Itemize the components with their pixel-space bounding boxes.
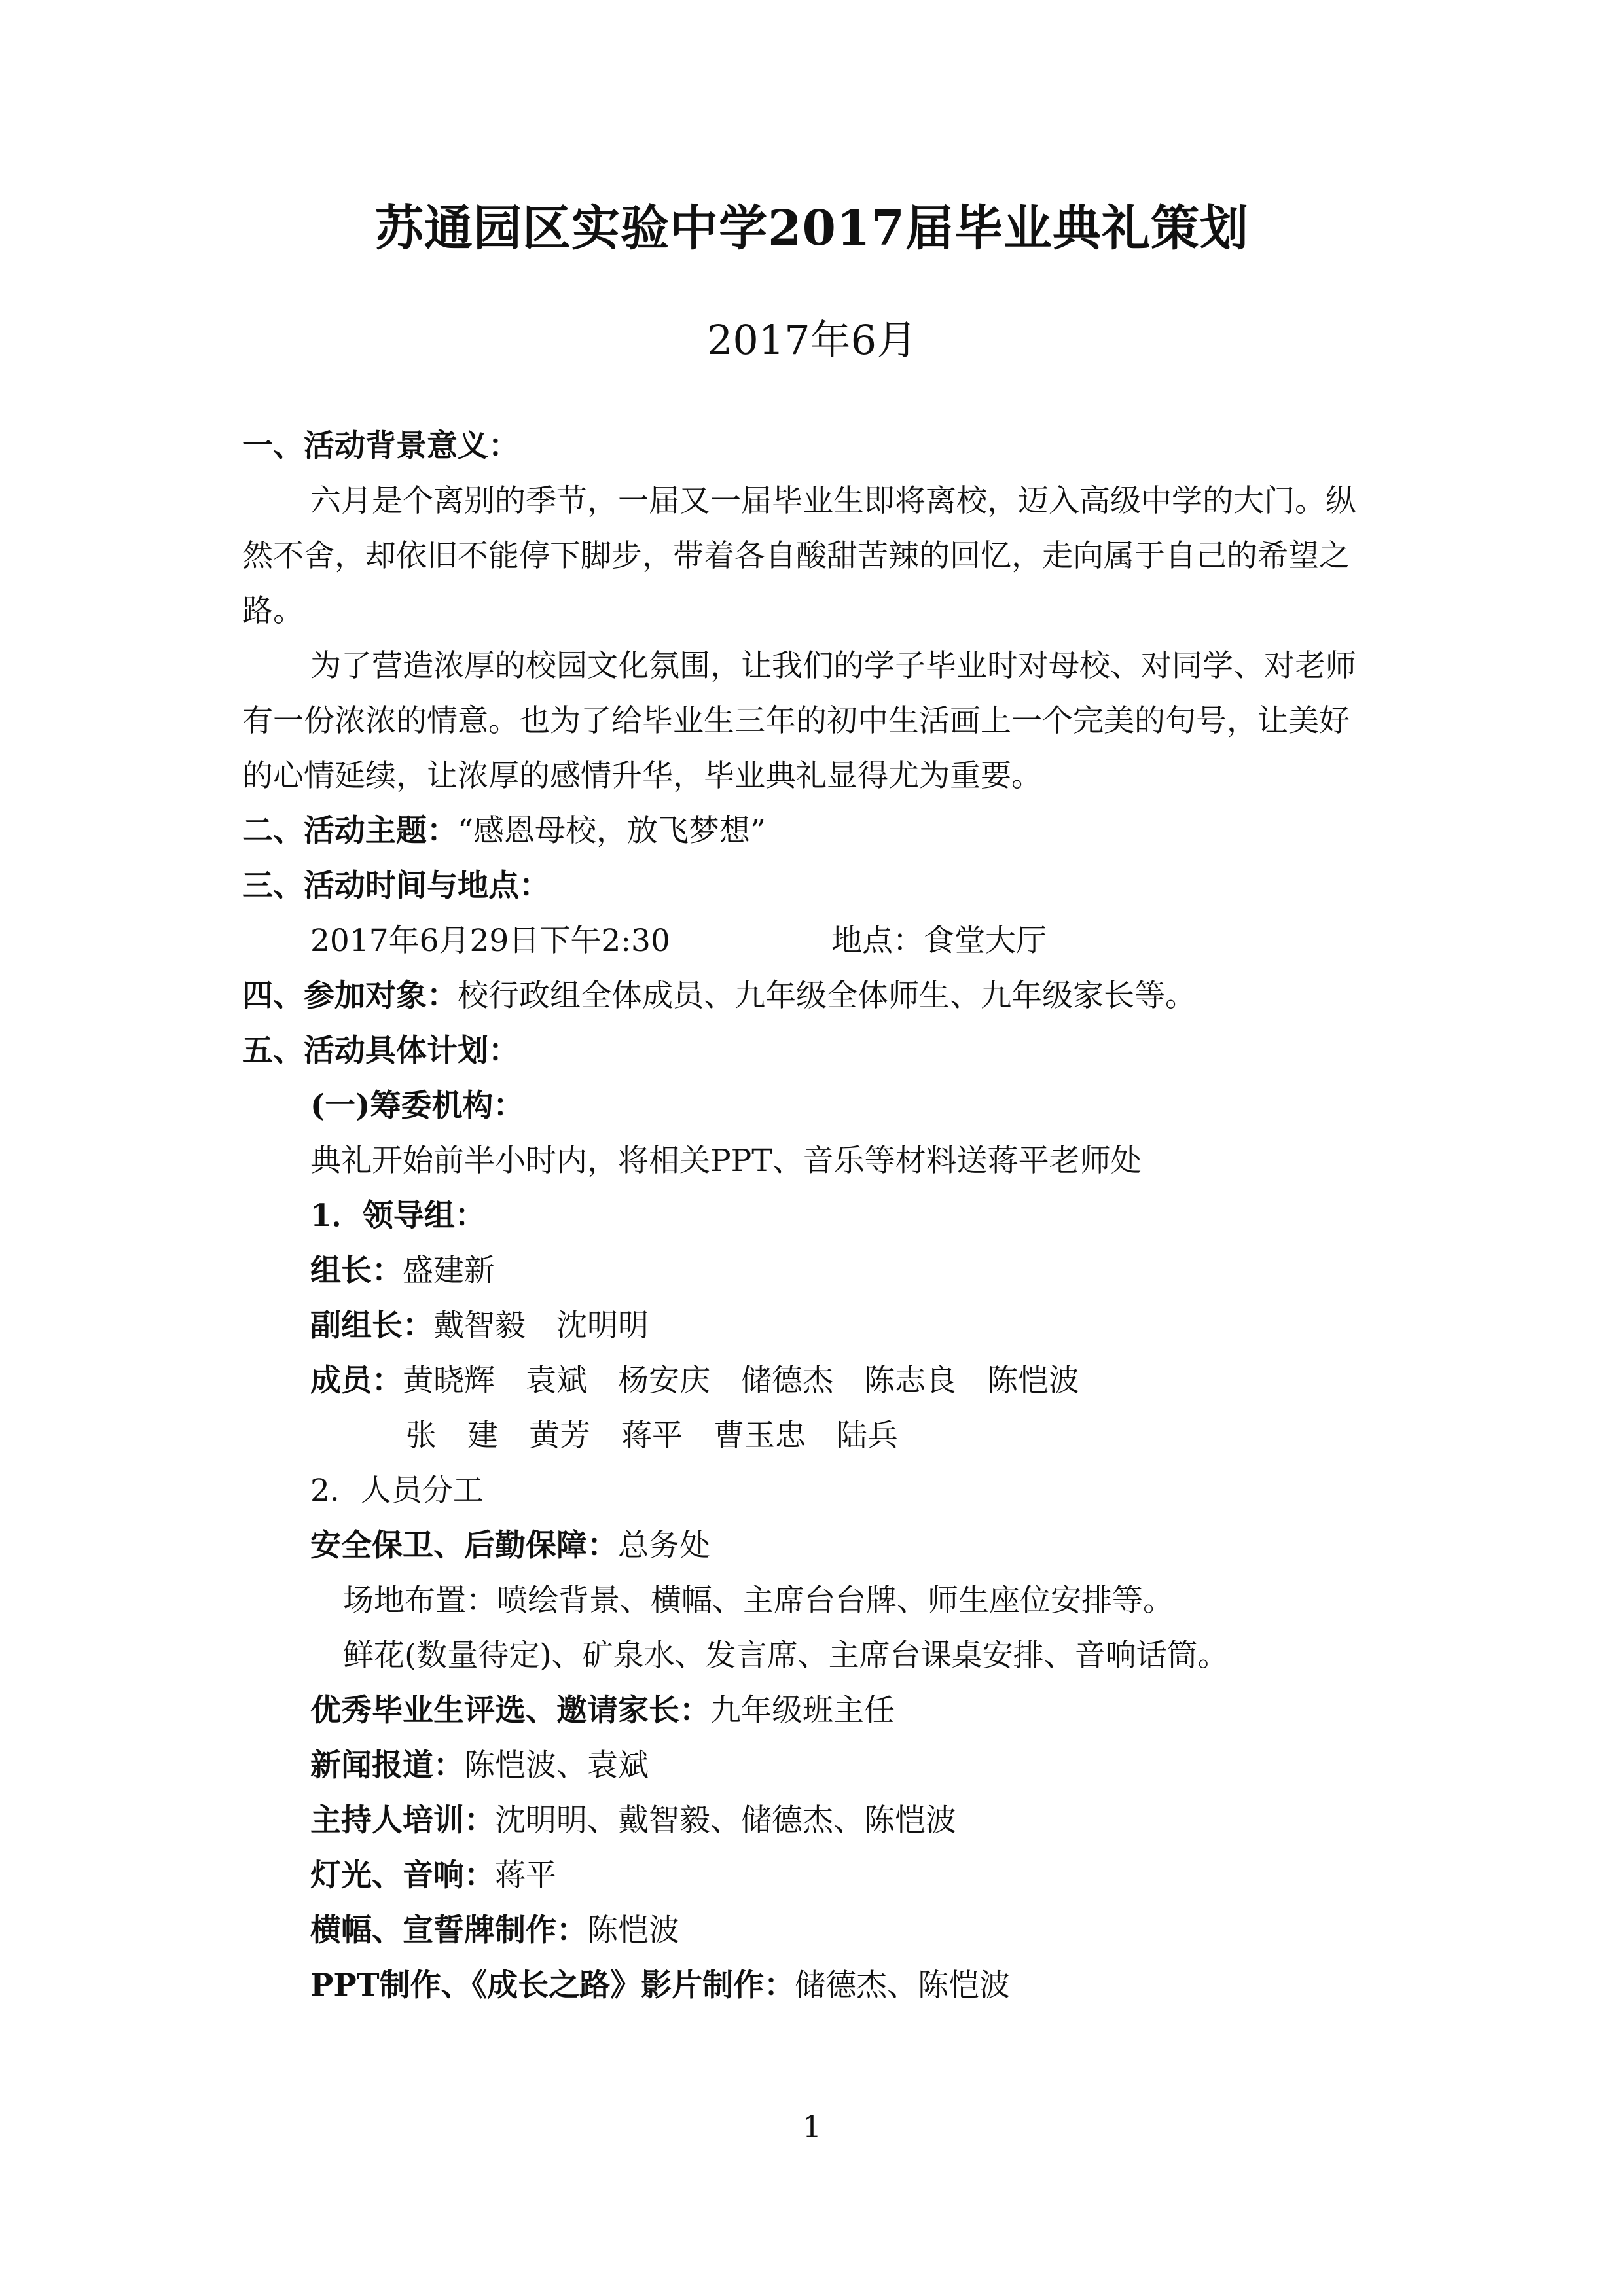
host-row xyxy=(310,1793,956,1848)
paragraph-line: 六月是个离别的季节，一届又一届毕业生即将离校，迈入高级中学的大门。纵 xyxy=(310,483,1356,519)
paragraph-line: 然不舍，却依旧不能停下脚步，带着各自酸甜苦辣的回忆，走向属于自己的希望之 xyxy=(242,538,1350,574)
vice-leader-value: 戴智毅 沈明明 xyxy=(433,1308,649,1344)
lighting-label: 灯光、音响： xyxy=(310,1857,495,1893)
members-continued: 张 建 黄芳 蒋平 曹玉忠 陆兵 xyxy=(406,1418,898,1454)
venue-line: 鲜花(数量待定)、矿泉水、发言席、主席台课桌安排、音响话筒。 xyxy=(343,1638,1229,1674)
news-value: 陈恺波、袁斌 xyxy=(464,1748,649,1784)
vice-leader-label: 副组长： xyxy=(310,1308,433,1344)
ppt-row xyxy=(310,1958,1010,2013)
graduate-label: 优秀毕业生评选、邀请家长： xyxy=(310,1693,710,1729)
news-label: 新闻报道： xyxy=(310,1748,464,1784)
members-row xyxy=(310,1354,1079,1408)
theme-value: “感恩母校，放飞梦想” xyxy=(458,813,767,849)
section-3-heading: 三、活动时间与地点： xyxy=(242,868,550,904)
lighting-row xyxy=(310,1848,556,1903)
document-date: 2017年6月 xyxy=(706,316,918,364)
document-title: 苏通园区实验中学2017届毕业典礼策划 xyxy=(375,200,1249,257)
paragraph-line: 有一份浓浓的情意。也为了给毕业生三年的初中生活画上一个完美的句号，让美好 xyxy=(242,703,1350,739)
venue-line: 场地布置：喷绘背景、横幅、主席台台牌、师生座位安排等。 xyxy=(343,1583,1174,1619)
preparation-note: 典礼开始前半小时内，将相关PPT、音乐等材料送蒋平老师处 xyxy=(310,1143,1142,1179)
section-4-heading: 四、参加对象： xyxy=(242,978,458,1014)
page-number: 1 xyxy=(802,2109,822,2144)
safety-value: 总务处 xyxy=(618,1528,710,1564)
section-2-heading: 二、活动主题： xyxy=(242,813,458,849)
ppt-label: PPT制作、《成长之路》影片制作： xyxy=(310,1967,795,2003)
graduate-value: 九年级班主任 xyxy=(710,1693,895,1729)
leader-value: 盛建新 xyxy=(403,1253,495,1289)
section-5-heading: 五、活动具体计划： xyxy=(242,1033,519,1069)
leader-label: 组长： xyxy=(310,1253,403,1289)
participants-value: 校行政组全体成员、九年级全体师生、九年级家长等。 xyxy=(458,978,1196,1014)
ppt-value: 储德杰、陈恺波 xyxy=(795,1967,1011,2003)
paragraph-line: 的心情延续，让浓厚的感情升华，毕业典礼显得尤为重要。 xyxy=(242,758,1042,794)
banner-label: 横幅、宣誓牌制作： xyxy=(310,1912,587,1948)
section-1-heading: 一、活动背景意义： xyxy=(242,428,519,464)
safety-label: 安全保卫、后勤保障： xyxy=(310,1528,618,1564)
members-label: 成员： xyxy=(310,1363,403,1399)
safety-row xyxy=(310,1518,710,1573)
section-2 xyxy=(242,804,766,859)
paragraph-line: 为了营造浓厚的校园文化氛围，让我们的学子毕业时对母校、对同学、对老师 xyxy=(310,648,1356,684)
banner-row xyxy=(310,1903,679,1958)
host-label: 主持人培训： xyxy=(310,1803,495,1839)
vice-leader-row xyxy=(310,1299,649,1354)
leader-row xyxy=(310,1244,495,1299)
graduate-row xyxy=(310,1683,895,1738)
lighting-value: 蒋平 xyxy=(495,1857,556,1893)
news-row xyxy=(310,1738,649,1793)
banner-value: 陈恺波 xyxy=(587,1912,679,1948)
host-value: 沈明明、戴智毅、储德杰、陈恺波 xyxy=(495,1803,956,1839)
event-place: 地点：食堂大厅 xyxy=(831,923,1047,959)
event-time: 2017年6月29日下午2:30 xyxy=(310,923,670,959)
leadership-heading: 1．领导组： xyxy=(310,1198,486,1234)
paragraph-line: 路。 xyxy=(242,593,304,629)
members-value: 黄晓辉 袁斌 杨安庆 储德杰 陈志良 陈恺波 xyxy=(403,1363,1079,1399)
division-heading: 2．人员分工 xyxy=(310,1473,484,1509)
section-4 xyxy=(242,969,1196,1024)
subsection-heading: (一)筹委机构： xyxy=(310,1088,524,1124)
